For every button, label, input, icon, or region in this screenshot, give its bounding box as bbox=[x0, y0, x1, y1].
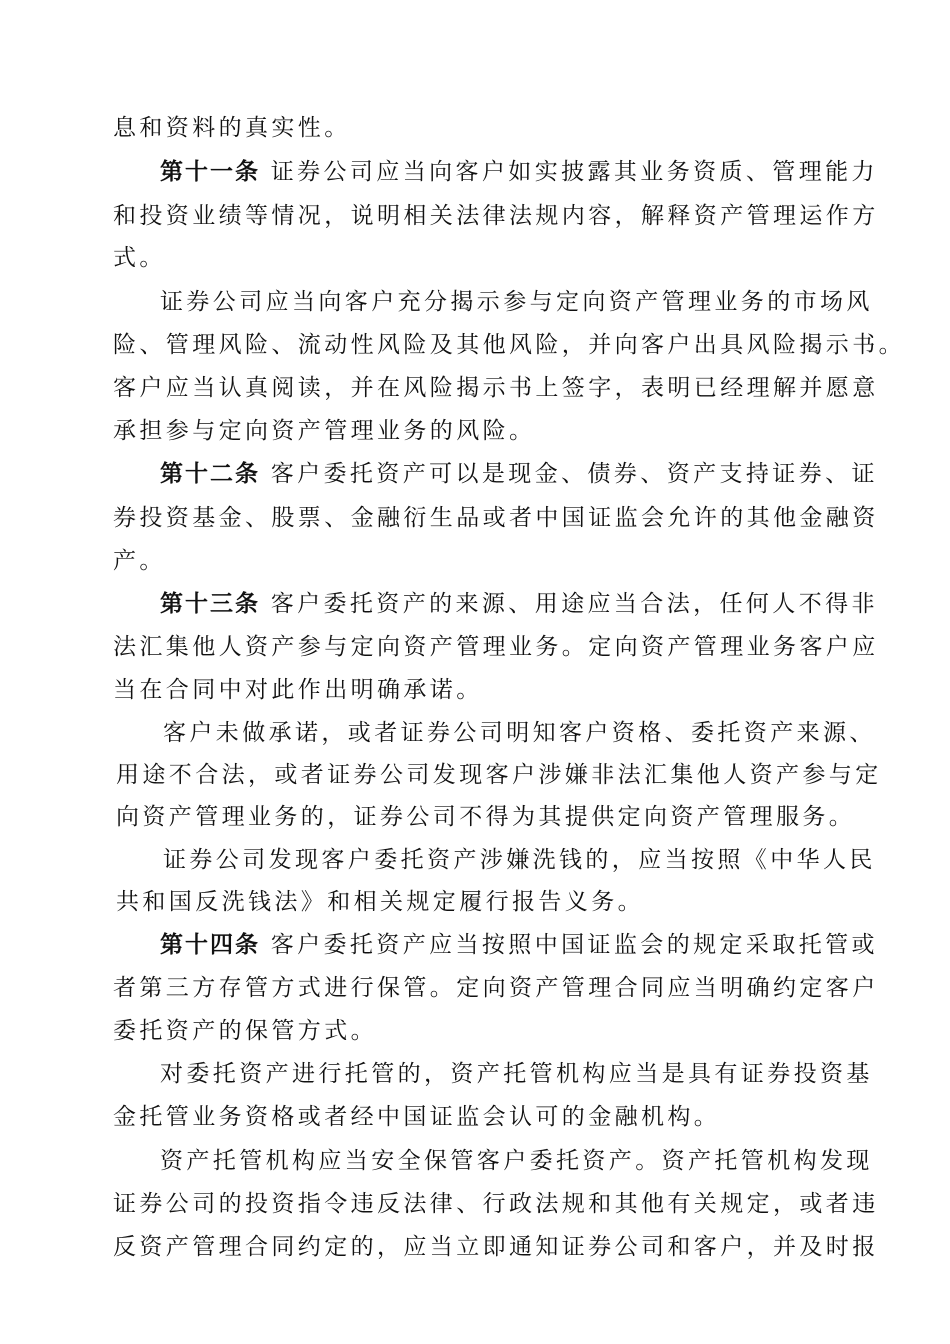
line-text: 共和国反洗钱法》和相关规定履行报告义务。 bbox=[116, 889, 644, 915]
text-line bbox=[116, 795, 855, 839]
text-line bbox=[113, 1182, 879, 1226]
line-text: 承担参与定向资产管理业务的风险。 bbox=[113, 418, 536, 444]
line-text: 反资产管理合同约定的，应当立即通知证券公司和客户，并及时报 bbox=[113, 1234, 879, 1260]
text-line bbox=[113, 1225, 879, 1269]
line-text: 险、管理风险、流动性风险及其他风险，并向客户出具风险揭示书。 bbox=[113, 332, 905, 358]
line-text: 客户应当认真阅读，并在风险揭示书上签字，表明已经理解并愿意 bbox=[113, 375, 879, 401]
line-text: 产。 bbox=[113, 548, 166, 574]
line-text: 客户委托资产可以是现金、债券、资产支持证券、证 bbox=[260, 461, 878, 487]
article-13-heading-line bbox=[160, 582, 878, 626]
article-heading: 第十三条 bbox=[160, 591, 260, 617]
line-text: 对委托资产进行托管的，资产托管机构应当是具有证券投资基 bbox=[160, 1061, 873, 1087]
text-line bbox=[116, 880, 644, 924]
line-text: 和投资业绩等情况，说明相关法律法规内容，解释资产管理运作方 bbox=[113, 203, 879, 229]
text-line bbox=[113, 1095, 720, 1139]
line-text: 委托资产的保管方式。 bbox=[113, 1018, 377, 1044]
line-text: 资产托管机构应当安全保管客户委托资产。资产托管机构发现 bbox=[160, 1148, 873, 1174]
text-line bbox=[113, 409, 535, 453]
line-text: 证券公司的投资指令违反法律、行政法规和其他有关规定，或者违 bbox=[113, 1191, 879, 1217]
text-line bbox=[163, 838, 876, 882]
text-line bbox=[113, 496, 879, 540]
line-text: 金托管业务资格或者经中国证监会认可的金融机构。 bbox=[113, 1104, 721, 1130]
text-line bbox=[113, 194, 879, 238]
text-line bbox=[113, 539, 166, 583]
line-text: 证券公司发现客户委托资产涉嫌洗钱的，应当按照《中华人民 bbox=[163, 847, 876, 873]
text-line bbox=[160, 1139, 873, 1183]
text-line bbox=[113, 1009, 377, 1053]
line-text: 向资产管理业务的，证券公司不得为其提供定向资产管理服务。 bbox=[116, 804, 856, 830]
text-line bbox=[113, 366, 879, 410]
line-text: 客户委托资产的来源、用途应当合法，任何人不得非 bbox=[260, 591, 878, 617]
text-line bbox=[113, 625, 879, 669]
article-12-heading-line bbox=[160, 452, 878, 496]
article-11-heading-line bbox=[160, 150, 878, 194]
article-heading: 第十一条 bbox=[160, 159, 260, 185]
line-text: 息和资料的真实性。 bbox=[113, 115, 351, 141]
text-line bbox=[163, 711, 876, 755]
line-text: 客户未做承诺，或者证券公司明知客户资格、委托资产来源、 bbox=[163, 720, 876, 746]
line-text: 证券公司应当向客户如实披露其业务资质、管理能力 bbox=[260, 159, 878, 185]
text-line bbox=[113, 966, 879, 1010]
text-line bbox=[113, 106, 351, 150]
line-text: 法汇集他人资产参与定向资产管理业务。定向资产管理业务客户应 bbox=[113, 634, 879, 660]
line-text: 券投资基金、股票、金融衍生品或者中国证监会允许的其他金融资 bbox=[113, 505, 879, 531]
text-line bbox=[113, 323, 905, 367]
text-line bbox=[160, 1052, 873, 1096]
text-line bbox=[116, 753, 882, 797]
line-text: 证券公司应当向客户充分揭示参与定向资产管理业务的市场风 bbox=[160, 289, 873, 315]
text-line bbox=[113, 236, 166, 280]
text-line bbox=[113, 668, 483, 712]
line-text: 客户委托资产应当按照中国证监会的规定采取托管或 bbox=[260, 932, 878, 958]
article-heading: 第十二条 bbox=[160, 461, 260, 487]
line-text: 用途不合法，或者证券公司发现客户涉嫌非法汇集他人资产参与定 bbox=[116, 762, 882, 788]
line-text: 当在合同中对此作出明确承诺。 bbox=[113, 677, 483, 703]
line-text: 式。 bbox=[113, 245, 166, 271]
article-heading: 第十四条 bbox=[160, 932, 260, 958]
text-line bbox=[160, 280, 873, 324]
line-text: 者第三方存管方式进行保管。定向资产管理合同应当明确约定客户 bbox=[113, 975, 879, 1001]
article-14-heading-line bbox=[160, 923, 878, 967]
